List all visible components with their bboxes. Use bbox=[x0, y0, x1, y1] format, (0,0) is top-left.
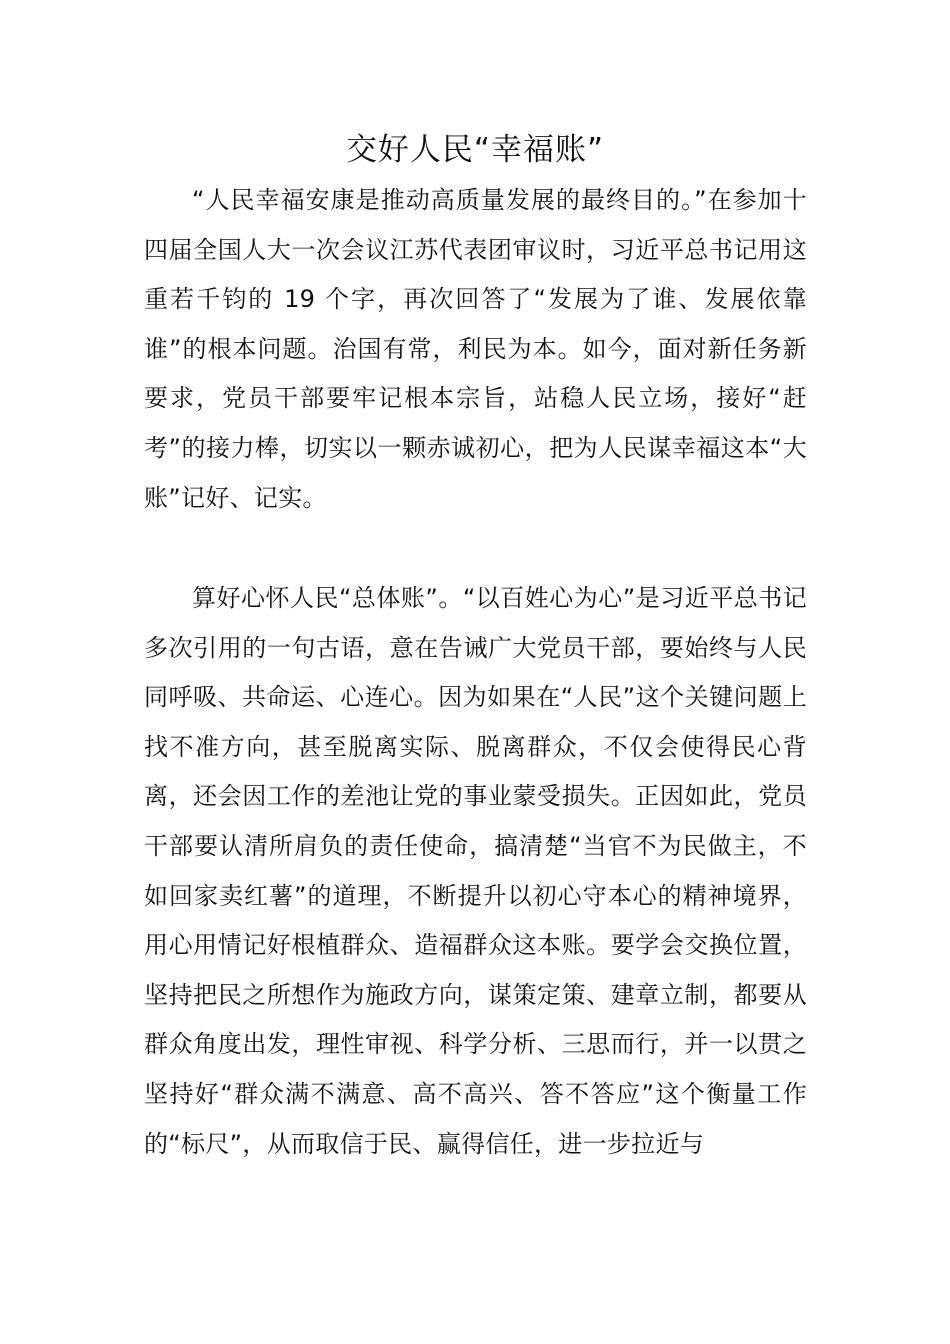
document-title: 交好人民“幸福账” bbox=[345, 132, 605, 168]
paragraph-overall-account: 算好心怀人民“总体账”。“以百姓心为心”是习近平总书记多次引用的一句古语，意在告诫广大党员干部，要始终与人民同呼吸、共命运、心连心。因为如果在“人民”这个关键问题上找不准方向，甚至脱离实际、脱离群众，不仅会使得民心背离，还会因工作的差池让党的事业蒙受损失。正因如此，党员干部要认清所肩负的责任使命，搞清楚“当官不为民做主，不如回家卖红薯”的道理，不断提升以初心守本心的精神境界，用心用情记好根植群众、造福群众这本账。要学会交换位置，坚持把民之所想作为施政方向，谋策定策、建章立制，都要从群众角度出发，理性审视、科学分析、三思而行，并一以贯之坚持好“群众满不满意、高不高兴、答不答应”这个衡量工作的“标尺”，从而取信于民、赢得信任，进一步拉近与 bbox=[144, 584, 807, 1158]
paragraph-intro: “人民幸福安康是推动高质量发展的最终目的。”在参加十四届全国人大一次会议江苏代表团审议时，习近平总书记用这重若千钧的 19 个字，再次回答了“发展为了谁、发展依靠谁”的根本问题。治国有常，利民为本。如今，面对新任务新要求，党员干部要牢记根本宗旨，站稳人民立场，接好“赶考”的接力棒，切实以一颗赤诚初心，把为人民谋幸福这本“大账”记好、记实。 bbox=[144, 186, 807, 512]
